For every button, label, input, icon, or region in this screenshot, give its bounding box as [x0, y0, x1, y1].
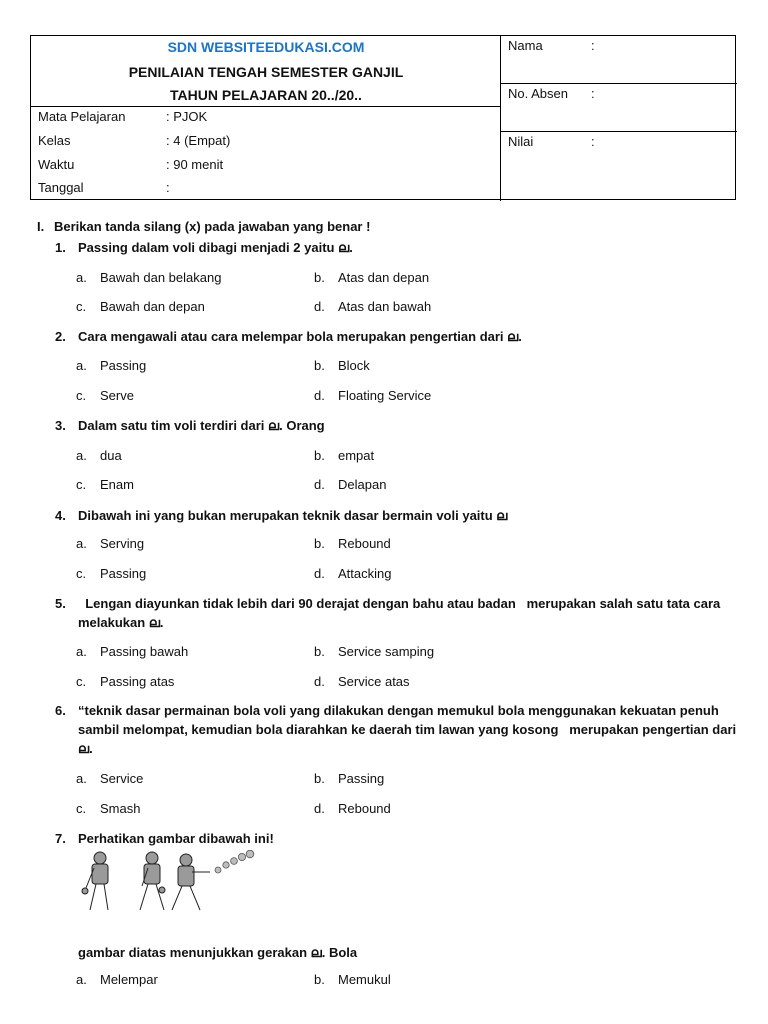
name-colon: : — [591, 38, 595, 53]
info-label: Mata Pelajaran — [38, 109, 126, 124]
option-text: empat — [338, 448, 375, 463]
info-label: Tanggal — [38, 180, 84, 195]
figure-leg — [172, 886, 182, 910]
option-text: Passing — [338, 771, 385, 786]
option-text: Memukul — [338, 972, 391, 987]
absen-label: No. Absen — [508, 86, 568, 101]
figure-torso — [178, 866, 194, 886]
option-letter: a. — [76, 644, 87, 659]
instruction-text: Berikan tanda silang (x) pada jawaban yang benar ! — [54, 219, 371, 234]
figure-leg — [140, 884, 148, 910]
option-text: Smash — [100, 801, 141, 816]
question-number: 4. — [55, 508, 66, 523]
question-text: Perhatikan gambar dibawah ini! — [78, 831, 274, 846]
question-number: 7. — [55, 831, 66, 846]
option-letter: c. — [76, 566, 87, 581]
name-label: Nama — [508, 38, 543, 53]
option-7a[interactable] — [76, 972, 158, 987]
option-text: Serving — [100, 536, 145, 551]
option-text: Service samping — [338, 644, 435, 659]
figure-leg — [104, 884, 108, 910]
option-text: Service atas — [338, 674, 410, 689]
option-letter: d. — [314, 388, 325, 403]
info-row-date — [38, 180, 170, 195]
option-letter: b. — [314, 448, 325, 463]
info-row-time — [38, 157, 223, 172]
question-text: Cara mengawali atau cara melempar bola merupakan pengertian dari ല. — [78, 329, 522, 344]
option-text: Melempar — [100, 972, 158, 987]
question-number: 6. — [55, 703, 66, 718]
option-letter: c. — [76, 674, 87, 689]
option-5b[interactable] — [314, 644, 434, 659]
option-letter: c. — [76, 388, 87, 403]
option-letter: d. — [314, 477, 325, 492]
figure-leg — [190, 886, 200, 910]
option-1d[interactable] — [314, 299, 431, 314]
question-text: Lengan diayunkan tidak lebih dari 90 derajat dengan bahu atau badan merupakan salah satu tata cara melakukan ല. — [78, 596, 721, 630]
caption-text: gambar diatas menunjukkan gerakan ല. Bola — [78, 945, 358, 960]
option-text: Bawah dan depan — [100, 299, 205, 314]
option-text: Delapan — [338, 477, 387, 492]
option-4d[interactable] — [314, 566, 391, 581]
header-left — [31, 36, 501, 201]
score-field[interactable] — [501, 132, 737, 201]
option-text: Atas dan depan — [338, 270, 430, 285]
figure-head — [94, 852, 106, 864]
option-letter: b. — [314, 771, 325, 786]
option-letter: d. — [314, 674, 325, 689]
exam-header — [30, 35, 736, 200]
info-value: : 90 menit — [166, 157, 224, 172]
option-2c[interactable] — [76, 388, 134, 403]
figure-head — [146, 852, 158, 864]
figure-leg — [90, 884, 96, 910]
option-4c[interactable] — [76, 566, 146, 581]
score-colon: : — [591, 134, 595, 149]
option-text: Serve — [100, 388, 134, 403]
info-label: Kelas — [38, 133, 71, 148]
option-4b[interactable] — [314, 536, 391, 551]
info-label: Waktu — [38, 157, 75, 172]
figure-torso — [92, 864, 108, 884]
section-number: I. — [37, 219, 45, 234]
option-letter: b. — [314, 358, 325, 373]
option-6c[interactable] — [76, 801, 140, 816]
option-text: Bawah dan belakang — [100, 270, 222, 285]
question-text: Dibawah ini yang bukan merupakan teknik dasar bermain voli yaitu ല — [78, 508, 508, 523]
option-1b[interactable] — [314, 270, 429, 285]
option-2b[interactable] — [314, 358, 370, 373]
option-letter: c. — [76, 477, 87, 492]
option-5c[interactable] — [76, 674, 174, 689]
option-letter: c. — [76, 801, 87, 816]
throwing-motion-figures — [78, 850, 258, 916]
score-label: Nilai — [508, 134, 534, 149]
info-row-class — [38, 133, 230, 148]
question-number: 5. — [55, 596, 66, 611]
option-letter: b. — [314, 270, 325, 285]
option-letter: a. — [76, 270, 87, 285]
option-text: Rebound — [338, 801, 391, 816]
option-3b[interactable] — [314, 448, 374, 463]
ball-trajectory — [215, 850, 254, 873]
header-title-block — [31, 36, 501, 107]
option-text: Passing atas — [100, 674, 175, 689]
info-value: : PJOK — [166, 109, 208, 124]
section-instruction — [37, 219, 370, 234]
option-2a[interactable] — [76, 358, 146, 373]
option-1c[interactable] — [76, 299, 205, 314]
option-1a[interactable] — [76, 270, 221, 285]
ball — [82, 888, 88, 894]
option-text: Atas dan bawah — [338, 299, 432, 314]
info-row-subject — [38, 109, 207, 124]
option-letter: a. — [76, 771, 87, 786]
school-name: SDN WEBSITEEDUKASI.COM — [167, 39, 365, 55]
option-letter: b. — [314, 644, 325, 659]
academic-year: TAHUN PELAJARAN 20../20.. — [170, 87, 362, 103]
option-text: Service — [100, 771, 144, 786]
option-6a[interactable] — [76, 771, 143, 786]
option-7b[interactable] — [314, 972, 391, 987]
option-text: Passing — [100, 566, 147, 581]
option-text: Rebound — [338, 536, 391, 551]
option-text: Floating Service — [338, 388, 432, 403]
option-letter: d. — [314, 801, 325, 816]
option-text: Passing — [100, 358, 147, 373]
option-letter: d. — [314, 299, 325, 314]
option-letter: a. — [76, 536, 87, 551]
option-text: Enam — [100, 477, 134, 492]
question-number: 3. — [55, 418, 66, 433]
option-3c[interactable] — [76, 477, 134, 492]
question-text: “teknik dasar permainan bola voli yang dilakukan dengan memukul bola menggunakan kekuatan penuh sambil melompat, kemudian bola diarahkan ke daerah tim lawan yang kosong merupakan pengertian dari ല. — [78, 703, 737, 756]
header-right — [501, 36, 737, 201]
absen-colon: : — [591, 86, 595, 101]
option-letter: c. — [76, 299, 87, 314]
figure-head — [180, 854, 192, 866]
option-letter: b. — [314, 972, 325, 987]
option-letter: a. — [76, 358, 87, 373]
info-value: : 4 (Empat) — [166, 133, 231, 148]
option-text: Attacking — [338, 566, 392, 581]
question-number: 1. — [55, 240, 66, 255]
option-6d[interactable] — [314, 801, 391, 816]
option-text: dua — [100, 448, 122, 463]
option-letter: a. — [76, 972, 87, 987]
option-3a[interactable] — [76, 448, 122, 463]
absen-field[interactable] — [501, 84, 737, 132]
name-field[interactable] — [501, 36, 737, 84]
ball — [159, 887, 165, 893]
option-4a[interactable] — [76, 536, 144, 551]
question-number: 2. — [55, 329, 66, 344]
option-letter: a. — [76, 448, 87, 463]
option-5a[interactable] — [76, 644, 188, 659]
info-value: : — [166, 180, 170, 195]
exam-title: PENILAIAN TENGAH SEMESTER GANJIL — [128, 64, 404, 80]
option-5d[interactable] — [314, 674, 410, 689]
option-3d[interactable] — [314, 477, 386, 492]
option-text: Block — [338, 358, 370, 373]
question-text: Passing dalam voli dibagi menjadi 2 yaitu ല. — [78, 240, 353, 255]
option-letter: d. — [314, 566, 325, 581]
option-6b[interactable] — [314, 771, 384, 786]
option-2d[interactable] — [314, 388, 431, 403]
question-7-caption — [78, 943, 357, 962]
option-letter: b. — [314, 536, 325, 551]
question-text: Dalam satu tim voli terdiri dari ല. Orang — [78, 418, 325, 433]
option-text: Passing bawah — [100, 644, 189, 659]
